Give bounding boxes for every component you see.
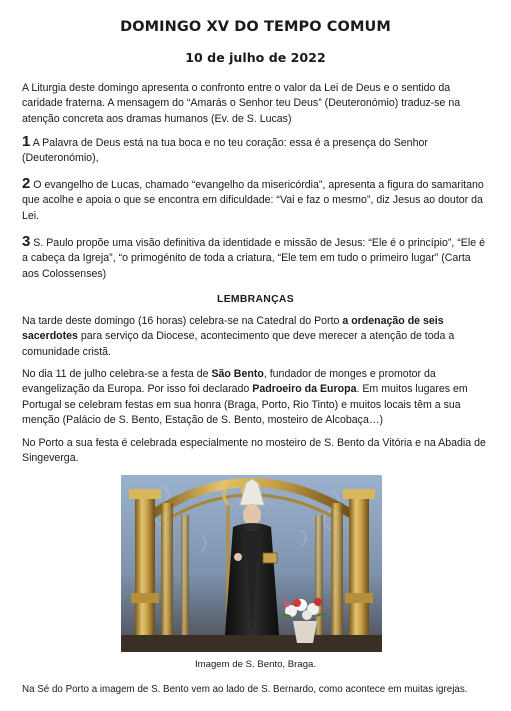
point-3-number: 3 (22, 233, 31, 250)
point-2 (22, 176, 489, 224)
bento-paragraph (22, 367, 489, 429)
point-1 (22, 134, 489, 167)
bento-text-after: . Em muitos lugares em Portugal se celebram festas em sua honra (Braga, Porto, Rio Tinto) e muitos locais têm a sua menção (Palácio de S. Bento, Estação de S. Bento, mosteiro de Alcobaça…) (22, 383, 468, 427)
bento-highlight-name: São Bento (211, 368, 264, 380)
point-2-text: O evangelho de Lucas, chamado “evangelho da misericórdia”, apresenta a figura do samaritano que acolhe e apoia o que se encontra em dificuldade: “Vai e faz o mesmo”, diz Jesus ao doutor da Lei. (22, 179, 484, 222)
figure-caption: Imagem de S. Bento, Braga. (194, 659, 317, 670)
section-heading: LEMBRANÇAS (217, 294, 294, 305)
bento-text-middle: , fundador de monges e promotor da evangelização da Europa. Por isso foi declarado (22, 368, 436, 396)
point-3-text: S. Paulo propõe uma visão definitiva da identidade e missão de Jesus: “Ele é o princípio”, “Ele é a cabeça da Igreja”, “o primogénito de toda a criatura, “Ele tem em tudo o primeiro lugar” (Carta aos Colossenses) (22, 237, 485, 280)
ordination-highlight: a ordenação de seis sacerdotes (22, 315, 444, 343)
ordination-text-before: Na tarde deste domingo (16 horas) celebra-se na Catedral do Porto (22, 315, 343, 327)
point-1-number: 1 (22, 133, 31, 150)
point-2-number: 2 (22, 175, 31, 192)
point-3 (22, 234, 489, 282)
point-1-text: A Palavra de Deus está na tua boca e no teu coração: essa é a presença do Senhor (Deuteronómio), (22, 137, 428, 165)
saint-statue-photo (121, 475, 382, 652)
porto-paragraph: No Porto a sua festa é celebrada especialmente no mosteiro de S. Bento da Vitória e na Abadia de Singeverga. (22, 437, 486, 465)
page-title: DOMINGO XV DO TEMPO COMUM (120, 19, 391, 35)
ordination-text-after: para serviço da Diocese, acontecimento que deve merecer a atenção de toda a comunidade cristã. (22, 330, 455, 358)
page-date: 10 de julho de 2022 (185, 50, 326, 65)
bento-text-before: No dia 11 de julho celebra-se a festa de (22, 368, 212, 380)
ordination-paragraph (22, 314, 489, 360)
bento-highlight-patron: Padroeiro da Europa (252, 383, 357, 396)
intro-paragraph: A Liturgia deste domingo apresenta o confronto entre o valor da Lei de Deus e o sentido da caridade fraterna. A mensagem do “Amarás o Senhor teu Deus” (Deuteronómio) traduz-se na atenção concreta aos dramas humanos (Ev. de S. Lucas) (22, 82, 461, 125)
footer-note: Na Sé do Porto a imagem de S. Bento vem ao lado de S. Bernardo, como acontece em muitas igrejas. (22, 684, 468, 695)
